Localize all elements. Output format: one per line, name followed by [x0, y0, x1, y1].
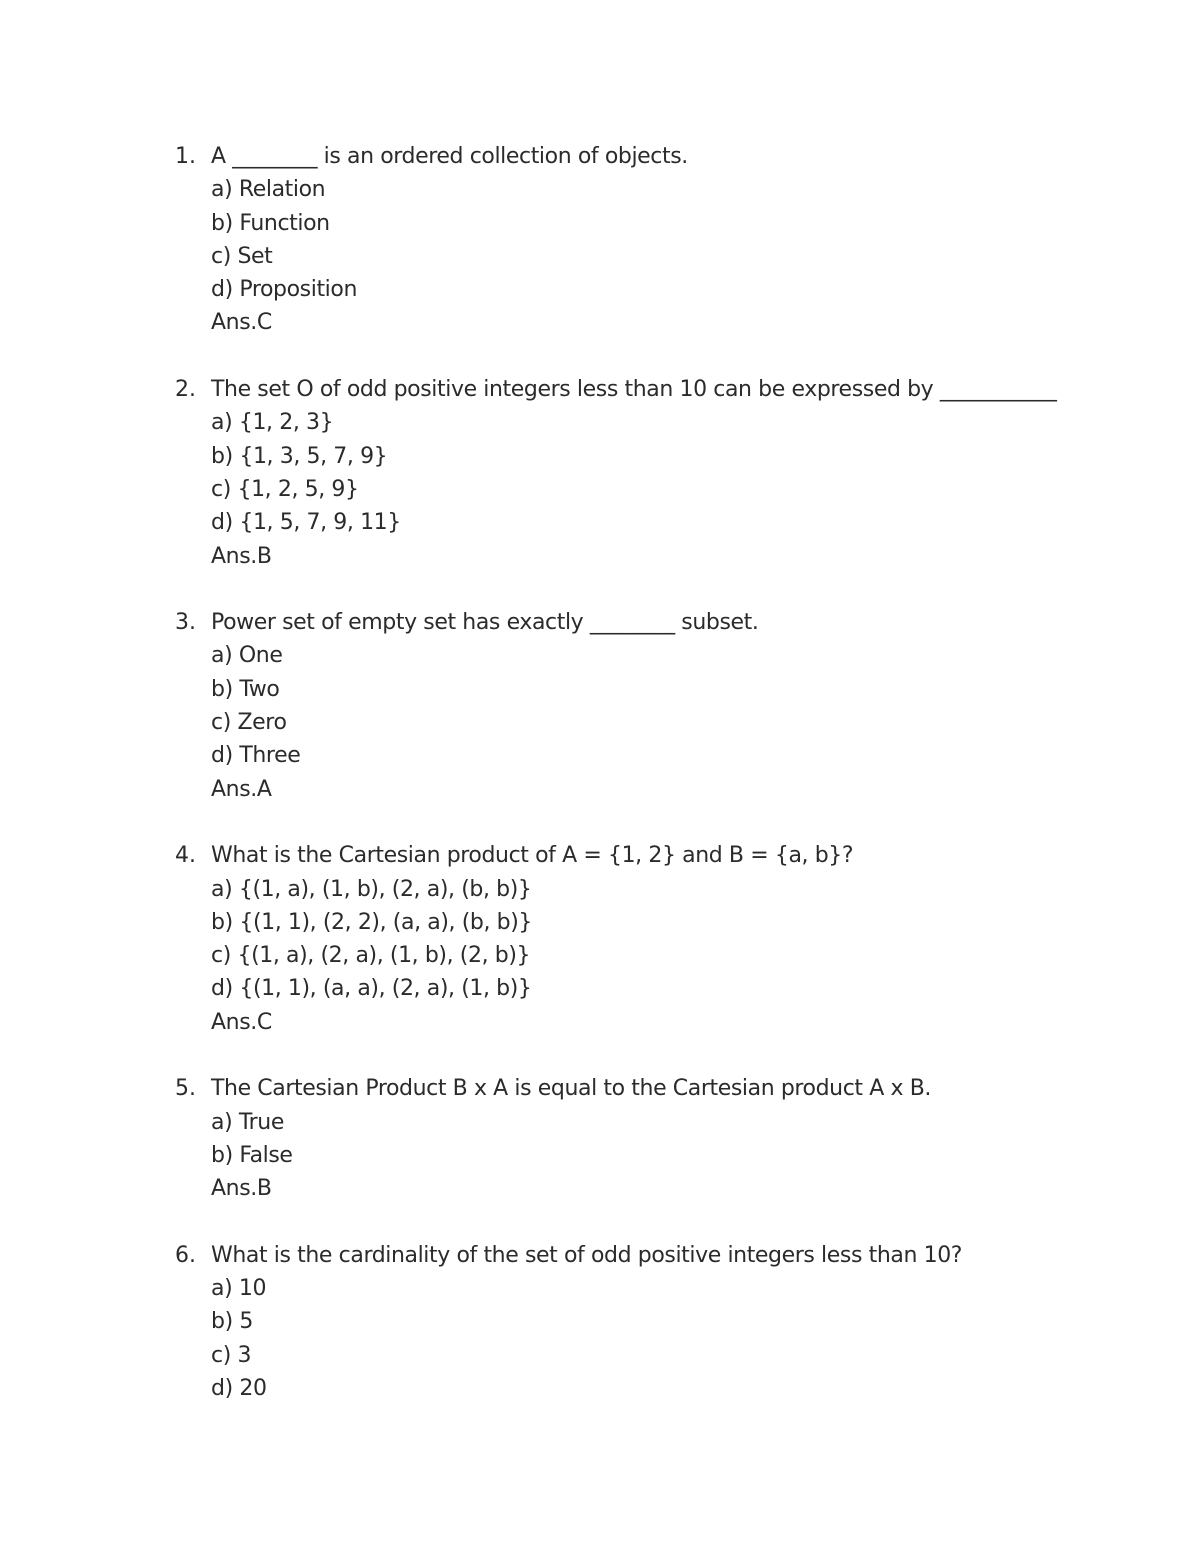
question-4 [0, 839, 1200, 1039]
answer: Ans.B [211, 543, 272, 569]
answer: Ans.B [211, 1176, 272, 1202]
question-6 [0, 1239, 1200, 1405]
question-2 [0, 373, 1200, 573]
option-c: c) Zero [211, 710, 287, 736]
question-text: The set O of odd positive integers less than 10 can be expressed by ___________ [211, 377, 1057, 403]
option-a: a) True [211, 1109, 284, 1135]
option-a: a) 10 [211, 1276, 267, 1302]
question-text: What is the Cartesian product of A = {1, 2} and B = {a, b}? [211, 843, 854, 869]
question-3 [0, 606, 1200, 806]
answer: Ans.A [211, 776, 272, 802]
option-a: a) {(1, a), (1, b), (2, a), (b, b)} [211, 876, 532, 902]
question-number: 3. [175, 610, 196, 636]
option-b: b) False [211, 1142, 293, 1168]
option-b: b) {1, 3, 5, 7, 9} [211, 443, 388, 469]
option-d: d) Proposition [211, 277, 357, 303]
option-d: d) {1, 5, 7, 9, 11} [211, 510, 401, 536]
question-body [211, 606, 1200, 806]
question-5 [0, 1072, 1200, 1205]
question-body [211, 373, 1200, 573]
option-a: a) One [211, 643, 283, 669]
option-c: c) {1, 2, 5, 9} [211, 476, 359, 502]
option-a: a) Relation [211, 177, 326, 203]
option-d: d) 20 [211, 1375, 267, 1401]
option-c: c) 3 [211, 1342, 252, 1368]
question-number: 5. [175, 1076, 196, 1102]
question-number: 2. [175, 377, 196, 403]
question-number: 1. [175, 144, 196, 169]
question-text: The Cartesian Product B x A is equal to the Cartesian product A x B. [211, 1076, 931, 1102]
option-b: b) {(1, 1), (2, 2), (a, a), (b, b)} [211, 909, 532, 935]
question-text: What is the cardinality of the set of odd positive integers less than 10? [211, 1242, 963, 1268]
option-d: d) Three [211, 743, 301, 769]
option-b: b) Two [211, 676, 280, 702]
option-b: b) 5 [211, 1309, 253, 1335]
question-number: 4. [175, 843, 196, 869]
option-d: d) {(1, 1), (a, a), (2, a), (1, b)} [211, 976, 532, 1002]
question-body [211, 1239, 1200, 1405]
question-number: 6. [175, 1242, 196, 1268]
answer: Ans.C [211, 1009, 272, 1035]
question-body [211, 1072, 1200, 1205]
option-a: a) {1, 2, 3} [211, 410, 334, 436]
option-c: c) Set [211, 243, 273, 269]
question-body [211, 140, 1200, 340]
question-1 [0, 140, 1200, 340]
question-text: A ________ is an ordered collection of objects. [211, 144, 688, 169]
question-list [0, 140, 1200, 1439]
option-b: b) Function [211, 210, 330, 236]
question-text: Power set of empty set has exactly ________ subset. [211, 610, 759, 636]
option-c: c) {(1, a), (2, a), (1, b), (2, b)} [211, 943, 531, 969]
answer: Ans.C [211, 310, 272, 336]
question-body [211, 839, 1200, 1039]
